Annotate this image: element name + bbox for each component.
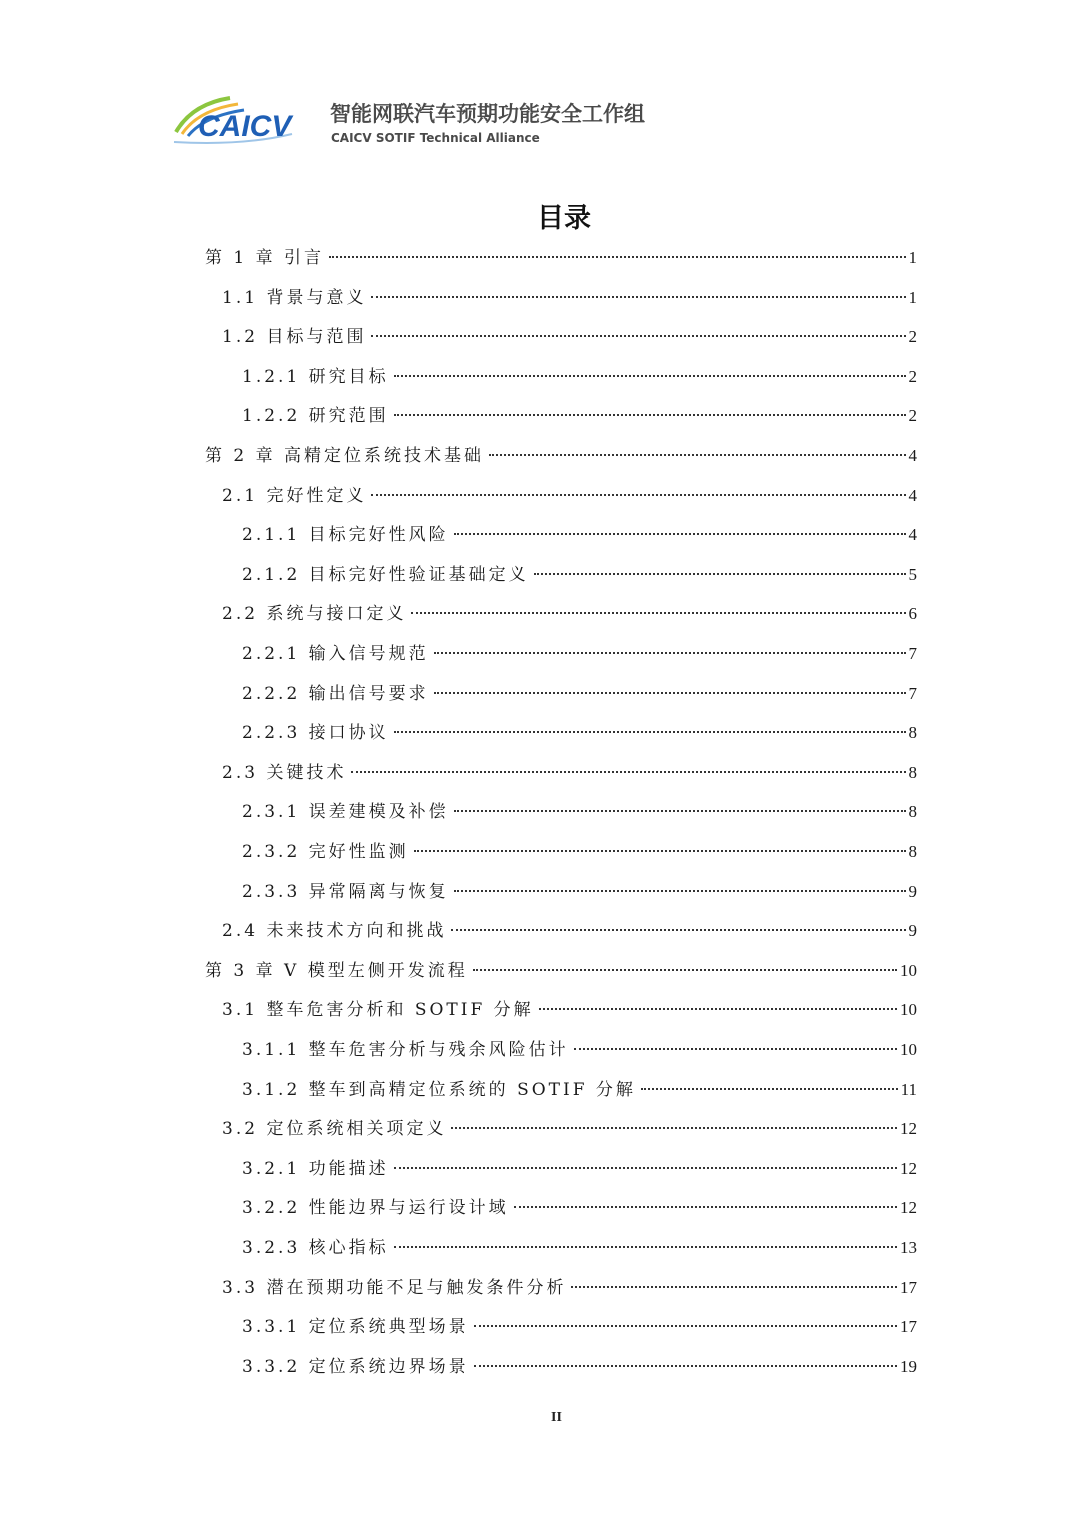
toc-entry-label: 第 2 章 高精定位系统技术基础 [205, 446, 485, 466]
toc-entry-page: 8 [908, 723, 917, 743]
toc-entry-page: 19 [900, 1356, 917, 1376]
toc-entry-label: 3.1.1 整车危害分析与残余风险估计 [242, 1040, 569, 1060]
toc-leader-dots [451, 929, 905, 931]
toc-entry[interactable] [242, 555, 917, 595]
toc-entry[interactable] [222, 1109, 917, 1149]
toc-entry[interactable] [242, 713, 917, 753]
toc-leader-dots [454, 533, 906, 535]
toc-entry-label: 2.3.2 完好性监测 [242, 842, 409, 862]
toc-leader-dots [411, 612, 905, 614]
toc-entry-page: 12 [900, 1119, 917, 1139]
caicv-logo [172, 92, 324, 152]
toc-entry-label: 1.2.1 研究目标 [242, 366, 389, 387]
toc-entry-label: 2.2.2 输出信号要求 [242, 683, 429, 704]
toc-leader-dots [414, 850, 906, 852]
toc-leader-dots [454, 890, 906, 892]
toc-entry[interactable] [242, 1070, 917, 1110]
toc-entry-page: 7 [908, 683, 917, 703]
toc-entry-label: 3.2 定位系统相关项定义 [222, 1119, 447, 1140]
toc-entry-page: 17 [900, 1317, 917, 1337]
toc-leader-dots [514, 1206, 897, 1208]
toc-entry-label: 2.2.3 接口协议 [242, 723, 389, 744]
toc-entry[interactable] [242, 872, 917, 912]
toc-entry[interactable] [242, 1228, 917, 1268]
toc-leader-dots [371, 494, 905, 496]
toc-leader-dots [371, 296, 905, 298]
toc-entry-label: 2.3 关键技术 [222, 762, 347, 783]
toc-entry[interactable] [242, 1188, 917, 1228]
org-name-en: CAICV SOTIF Technical Alliance [331, 131, 540, 145]
toc-entry[interactable] [222, 990, 917, 1030]
toc-entry-page: 11 [900, 1079, 917, 1099]
toc-entry-label: 2.1 完好性定义 [222, 485, 367, 506]
toc-leader-dots [394, 414, 906, 416]
toc-leader-dots [489, 454, 905, 456]
toc-entry[interactable] [242, 634, 917, 674]
toc-entry-page: 8 [908, 842, 917, 861]
toc-entry-label: 第 1 章 引言 [205, 248, 325, 268]
toc-entry-label: 1.2.2 研究范围 [242, 406, 389, 427]
page-title: 目录 [537, 203, 591, 234]
toc-entry[interactable] [242, 792, 917, 832]
toc-entry-label: 3.1.2 整车到高精定位系统的 SOTIF 分解 [242, 1079, 636, 1100]
toc-leader-dots [394, 731, 906, 733]
toc-leader-dots [394, 1246, 897, 1248]
toc-entry[interactable] [222, 753, 917, 793]
toc-leader-dots [534, 573, 906, 575]
page-number: II [551, 1410, 562, 1425]
toc-entry-label: 3.2.3 核心指标 [242, 1238, 389, 1258]
toc-entry[interactable] [242, 832, 917, 872]
toc-entry[interactable] [222, 476, 917, 516]
toc-entry[interactable] [242, 1030, 917, 1070]
toc-entry-label: 2.3.1 误差建模及补偿 [242, 802, 449, 823]
toc-entry-page: 5 [908, 564, 917, 584]
toc-leader-dots [329, 256, 905, 258]
toc-entry-page: 2 [908, 406, 917, 426]
toc-entry-page: 2 [908, 327, 917, 347]
toc-leader-dots [474, 1325, 897, 1327]
toc-entry-label: 2.1.2 目标完好性验证基础定义 [242, 564, 529, 585]
toc-entry-page: 4 [908, 525, 917, 545]
toc-entry[interactable] [242, 396, 917, 436]
toc-entry-label: 3.3.1 定位系统典型场景 [242, 1317, 469, 1338]
toc-entry-label: 2.4 未来技术方向和挑战 [222, 921, 447, 942]
toc-entry-label: 3.2.1 功能描述 [242, 1158, 389, 1179]
toc-leader-dots [474, 1365, 897, 1367]
toc-entry[interactable] [242, 1149, 917, 1189]
toc-entry[interactable] [205, 436, 917, 476]
toc-entry[interactable] [242, 1347, 917, 1387]
toc-entry-page: 12 [900, 1198, 917, 1218]
toc-leader-dots [434, 692, 906, 694]
toc-entry-page: 10 [900, 1040, 917, 1059]
toc-entry-page: 8 [908, 762, 917, 782]
toc-entry[interactable] [222, 911, 917, 951]
toc-entry-page: 4 [908, 446, 917, 465]
toc-entry[interactable] [222, 1268, 917, 1308]
toc-entry[interactable] [242, 674, 917, 714]
toc-entry-page: 6 [908, 604, 917, 624]
toc-leader-dots [574, 1048, 897, 1050]
toc-entry-page: 1 [908, 248, 917, 267]
toc-entry-page: 7 [908, 644, 917, 663]
toc-entry-page: 9 [908, 881, 917, 901]
org-name-cn: 智能网联汽车预期功能安全工作组 [330, 102, 645, 126]
toc-entry-page: 1 [908, 287, 917, 307]
toc-entry-page: 17 [900, 1277, 917, 1297]
document-header [172, 92, 672, 154]
toc-entry-page: 10 [900, 960, 917, 980]
toc-entry-page: 13 [900, 1238, 917, 1257]
toc-leader-dots [394, 375, 906, 377]
toc-entry-label: 2.1.1 目标完好性风险 [242, 525, 449, 546]
toc-entry[interactable] [222, 317, 917, 357]
toc-entry-label: 1.1 背景与意义 [222, 287, 367, 308]
toc-leader-dots [473, 969, 897, 971]
toc-entry-label: 3.3 潜在预期功能不足与触发条件分析 [222, 1277, 567, 1298]
toc-entry-page: 4 [908, 485, 917, 505]
toc-entry-label: 3.3.2 定位系统边界场景 [242, 1356, 469, 1377]
toc-entry[interactable] [205, 238, 917, 278]
toc-entry-label: 第 3 章 V 模型左侧开发流程 [205, 960, 468, 981]
toc-entry[interactable] [242, 515, 917, 555]
toc-entry-page: 8 [908, 802, 917, 822]
toc-entry-page: 2 [908, 366, 917, 386]
toc-entry[interactable] [222, 278, 917, 318]
toc-leader-dots [571, 1286, 897, 1288]
toc-entry-label: 1.2 目标与范围 [222, 327, 367, 348]
toc-entry[interactable] [205, 951, 917, 991]
toc-leader-dots [351, 771, 905, 773]
toc-entry-page: 10 [900, 1000, 917, 1020]
toc-leader-dots [434, 652, 906, 654]
toc-entry-page: 12 [900, 1158, 917, 1178]
toc-entry[interactable] [242, 357, 917, 397]
toc-leader-dots [539, 1008, 897, 1010]
toc-entry[interactable] [222, 594, 917, 634]
toc-leader-dots [371, 335, 905, 337]
toc-entry-label: 2.3.3 异常隔离与恢复 [242, 881, 449, 902]
toc-leader-dots [641, 1088, 898, 1090]
toc-leader-dots [451, 1127, 897, 1129]
toc-leader-dots [394, 1167, 897, 1169]
toc-entry-page: 9 [908, 921, 917, 941]
toc-entry-label: 2.2.1 输入信号规范 [242, 644, 429, 664]
toc-leader-dots [454, 810, 906, 812]
toc-entry[interactable] [242, 1307, 917, 1347]
logo-wordmark: CAICV [198, 110, 292, 143]
toc-entry-label: 3.2.2 性能边界与运行设计域 [242, 1198, 509, 1219]
toc-entry-label: 3.1 整车危害分析和 SOTIF 分解 [222, 1000, 534, 1021]
toc-entry-label: 2.2 系统与接口定义 [222, 604, 407, 625]
